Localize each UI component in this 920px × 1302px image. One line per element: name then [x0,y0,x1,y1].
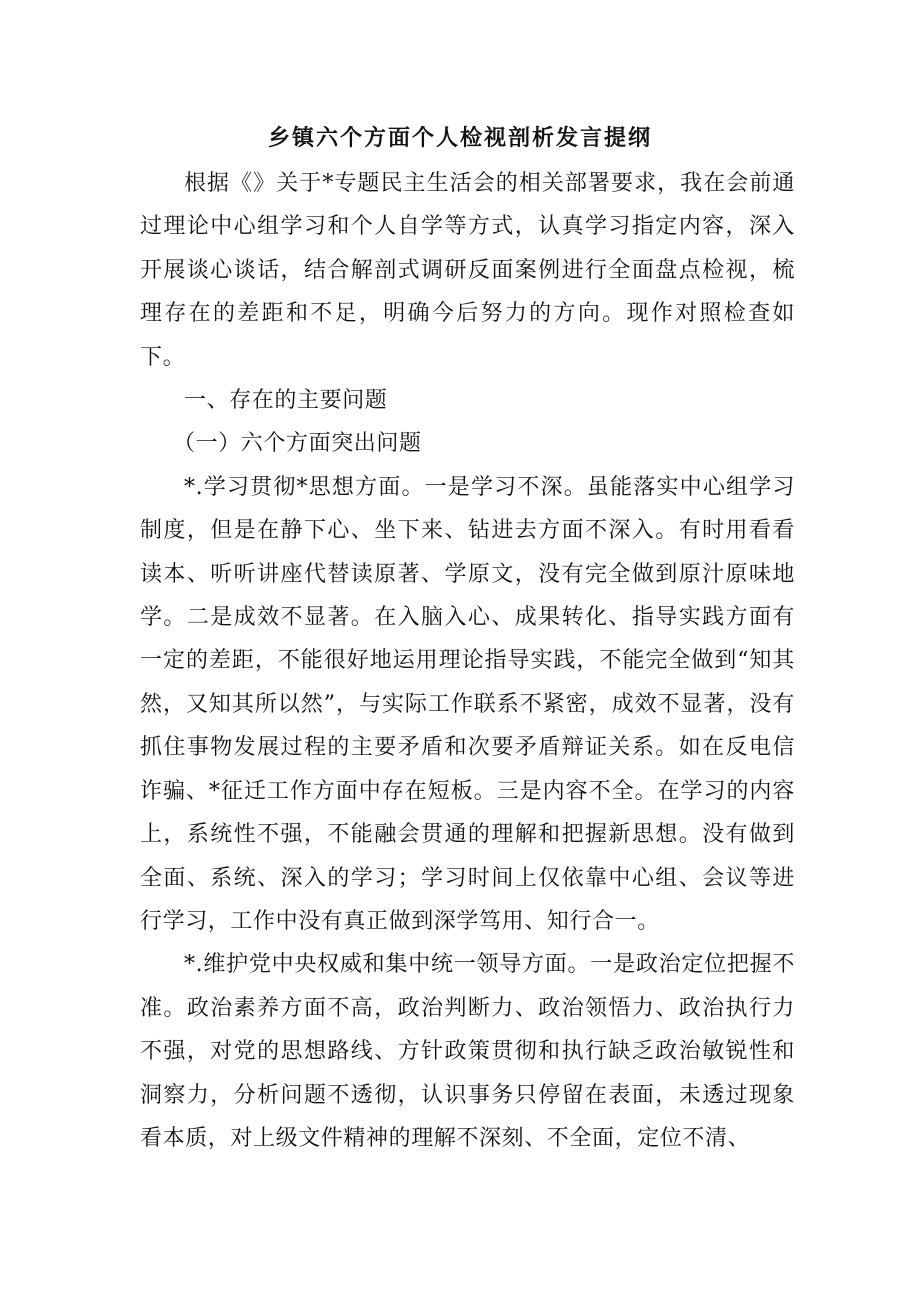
document-body [140,162,795,1160]
document-title: 乡镇六个方面个人检视剖析发言提纲 [267,125,652,151]
subsection-heading-six-aspects: （一）六个方面突出问题 [173,431,422,457]
paragraph-study: *.学习贯彻*思想方面。一是学习不深。虽能落实中心组学习制度，但是在静下心、坐下来、钻进去方面不深入。有时用看看读本、听听讲座代替读原著、学原文，没有完全做到原汁原味地学。二是成效不显著。在入脑入心、成果转化、指导实践方面有一定的差距，不能很好地运用理论指导实践，不能完全做到“知其然，又知其所以然”，与实际工作联系不紧密，成效不显著，没有抓住事物发展过程的主要矛盾和次要矛盾辩证关系。如在反电信诈骗、*征迁工作方面中存在短板。三是内容不全。在学习的内容上，系统性不强，不能融会贯通的理解和把握新思想。没有做到全面、系统、深入的学习；学习时间上仅依靠中心组、会议等进行学习，工作中没有真正做到深学笃用、知行合一。 [140,474,795,934]
section-heading-problems: 一、存在的主要问题 [184,388,388,414]
paragraph-authority: *.维护党中央权威和集中统一领导方面。一是政治定位把握不准。政治素养方面不高，政治判断力、政治领悟力、政治执行力不强，对党的思想路线、方针政策贯彻和执行缺乏政治敏锐性和洞察力，分析问题不透彻，认识事务只停留在表面，未透过现象看本质，对上级文件精神的理解不深刻、不全面，定位不清、 [140,952,795,1151]
intro-paragraph: 根据《》关于*专题民主生活会的相关部署要求，我在会前通过理论中心组学习和个人自学等方式，认真学习指定内容，深入开展谈心谈话，结合解剖式调研反面案例进行全面盘点检视，梳理存在的差距和不足，明确今后努力的方向。现作对照检查如下。 [140,171,795,370]
